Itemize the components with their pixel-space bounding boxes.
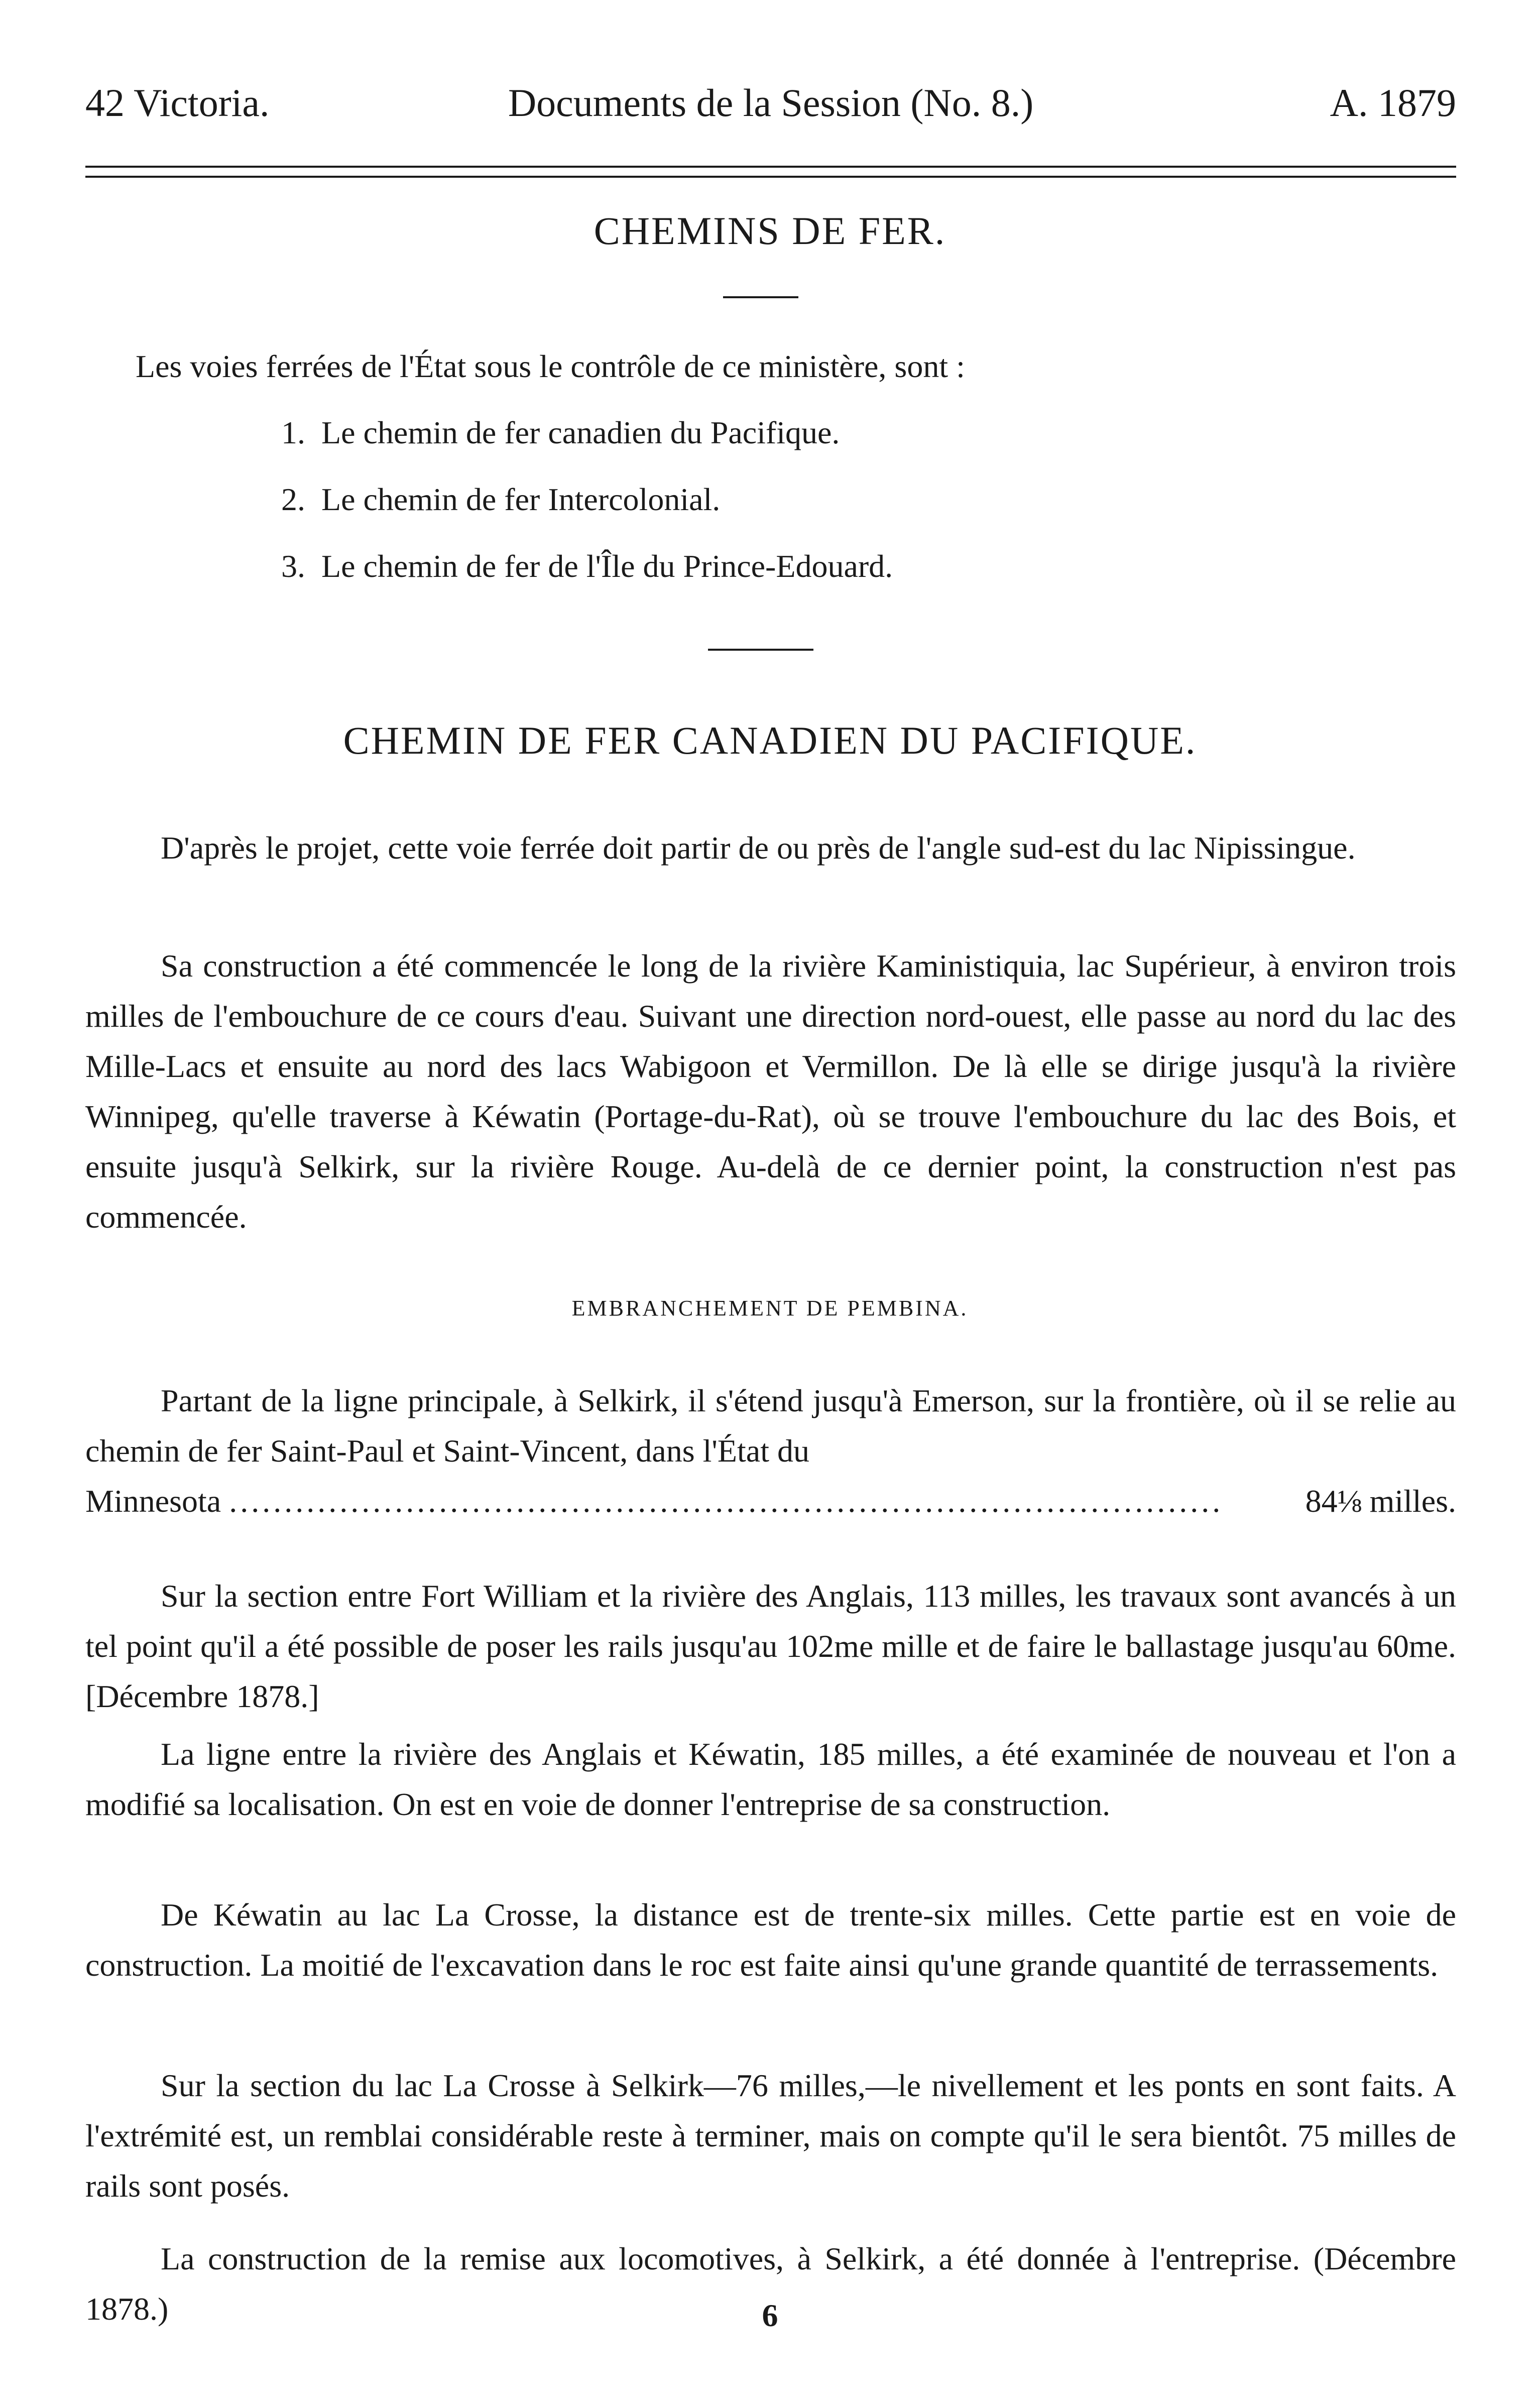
pembina-distance-line [85,1476,1456,1526]
pembina-text: Partant de la ligne principale, à Selkirk, il s'étend jusqu'à Emerson, sur la frontière, où il se relie au chemin de fer Saint-Paul et Saint-Vincent, dans l'État du [85,1383,1456,1469]
intro-sentence: Les voies ferrées de l'État sous le contrôle de ce ministère, sont : [136,348,965,384]
list-item [281,533,893,599]
paragraph-fort-william-section: Sur la section entre Fort William et la rivière des Anglais, 113 milles, les travaux sont avancés à un tel point qu'il a été possible de poser les rails jusqu'au 102me mille et de faire le ballastage jusqu'au 60me. [Décembre 1878.] [85,1578,1456,1714]
header-document-title: Documents de la Session (No. 8.) [508,81,1034,125]
section-divider [708,649,813,651]
list-item-number: 1. [281,415,305,450]
running-header [85,75,1456,131]
header-double-rule [85,166,1456,178]
list-item [281,466,893,533]
paragraph-kewatin-section: De Kéwatin au lac La Crosse, la distance est de trente-six milles. Cette partie est en voie de construction. La moitié de l'excavation dans le roc est faite ainsi qu'une grande quantité de terrassements. [85,1897,1456,1983]
section-title: CHEMIN DE FER CANADIEN DU PACIFIQUE. [343,718,1197,762]
leader-dots: .......................................................................................... [229,1483,1224,1519]
page-title: CHEMINS DE FER. [594,209,946,253]
paragraph-pembina-branch [85,1376,1456,1526]
list-item-label: Le chemin de fer canadien du Pacifique. [321,415,840,450]
header-year: A. 1879 [1330,81,1456,125]
pembina-distance-value: 84⅛ milles. [1305,1483,1456,1519]
title-divider [723,296,798,298]
list-item-number: 2. [281,482,305,517]
list-item-label: Le chemin de fer de l'Île du Prince-Edouard. [321,548,893,584]
subheading-pembina-branch: EMBRANCHEMENT DE PEMBINA. [571,1296,969,1320]
paragraph-english-river-section: La ligne entre la rivière des Anglais et Kéwatin, 185 milles, a été examinée de nouveau et l'on a modifié sa localisation. On est en voie de donner l'entreprise de sa construction. [85,1736,1456,1822]
pembina-last-word: Minnesota [85,1483,221,1519]
list-item [281,399,893,466]
paragraph-route-start: D'après le projet, cette voie ferrée doit partir de ou près de l'angle sud-est du lac Nipissingue. [161,830,1356,866]
paragraph-route-description: Sa construction a été commencée le long de la rivière Kaministiquia, lac Supérieur, à environ trois milles de l'embouchure de ce cours d'eau. Suivant une direction nord-ouest, elle passe au nord du lac des Mille-Lacs et ensuite au nord des lacs Wabigoon et Vermillon. De là elle se dirige jusqu'à la rivière Winnipeg, qu'elle traverse à Kéwatin (Portage-du-Rat), où se trouve l'embouchure du lac des Bois, et ensuite jusqu'à Selkirk, sur la rivière Rouge. Au-delà de ce dernier point, la construction n'est pas commencée. [85,948,1456,1235]
header-session-year: 42 Victoria. [85,81,270,125]
railway-list [281,399,893,599]
paragraph-la-crosse-section: Sur la section du lac La Crosse à Selkirk—76 milles,—le nivellement et les ponts en sont faits. A l'extrémité est, un remblai considérable reste à terminer, mais on compte qu'il le sera bientôt. 75 milles de rails sont posés. [85,2068,1456,2204]
list-item-label: Le chemin de fer Intercolonial. [321,482,721,517]
paragraph-locomotive-shed: La construction de la remise aux locomotives, à Selkirk, a été donnée à l'entreprise. (Décembre 1878.) [85,2241,1456,2327]
list-item-number: 3. [281,548,305,584]
page-number: 6 [762,2298,778,2333]
